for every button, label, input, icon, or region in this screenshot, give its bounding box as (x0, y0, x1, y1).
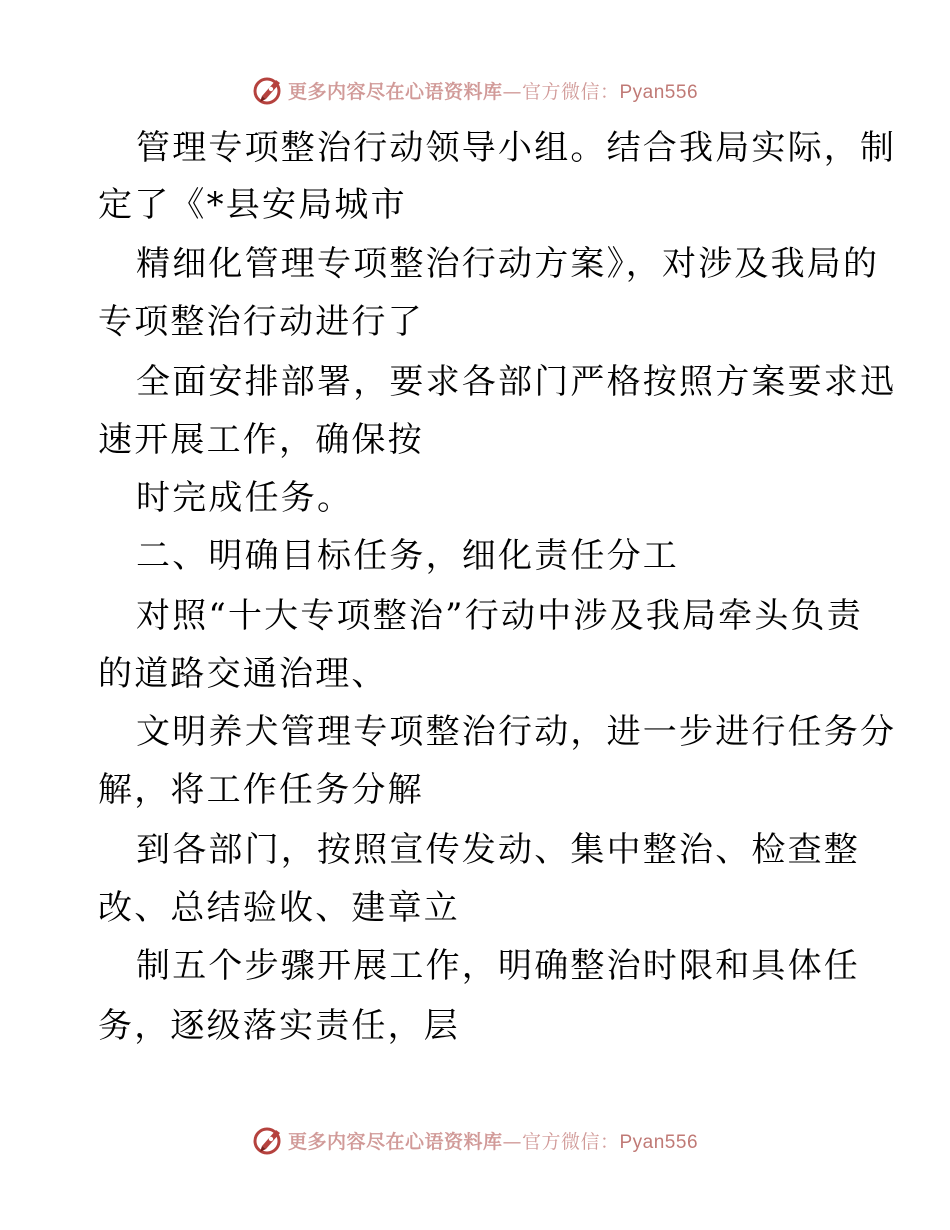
text-line: 解，将工作任务分解 (98, 770, 424, 810)
text-line: 改、总结验收、建章立 (98, 888, 460, 928)
text-line: 的道路交通治理、 (98, 654, 388, 694)
text-line: 制五个步骤开展工作，明确整治时限和具体任 (136, 946, 860, 986)
text-line: 管理专项整治行动领导小组。结合我局实际，制 (136, 128, 897, 168)
text-line: 到各部门，按照宣传发动、集中整治、检查整 (136, 830, 860, 870)
text-line: 全面安排部署，要求各部门严格按照方案要求迅 (136, 362, 897, 402)
banner-dash: — (502, 80, 522, 103)
banner-wechat-id: Pyan556 (619, 1131, 699, 1153)
banner-wechat-label: 官方微信： (521, 1130, 620, 1153)
text-line: 速开展工作，确保按 (98, 420, 424, 460)
text-line: 定了《*县安局城市 (98, 185, 407, 225)
pen-logo-icon (252, 74, 284, 106)
banner-dash: — (502, 1130, 522, 1153)
text-line: 对照“十大专项整治”行动中涉及我局牵头负责 (136, 596, 863, 636)
banner-wechat-id: Pyan556 (619, 81, 699, 103)
pen-logo-icon (252, 1124, 284, 1156)
banner-main-text: 更多内容尽在心语资料库 (287, 80, 503, 103)
header-banner (0, 70, 950, 110)
text-line: 务，逐级落实责任，层 (98, 1006, 460, 1046)
text-line: 时完成任务。 (136, 478, 354, 518)
footer-banner (0, 1120, 950, 1160)
banner-wechat-label: 官方微信： (521, 80, 620, 103)
banner-main-text: 更多内容尽在心语资料库 (287, 1130, 503, 1153)
text-line: 精细化管理专项整治行动方案》，对涉及我局的 (136, 244, 880, 284)
section-heading: 二、明确目标任务，细化责任分工 (136, 536, 679, 576)
banner-text (288, 77, 698, 104)
banner-text (288, 1127, 698, 1154)
text-line: 文明养犬管理专项整治行动，进一步进行任务分 (136, 712, 897, 752)
text-line: 专项整治行动进行了 (98, 302, 424, 342)
